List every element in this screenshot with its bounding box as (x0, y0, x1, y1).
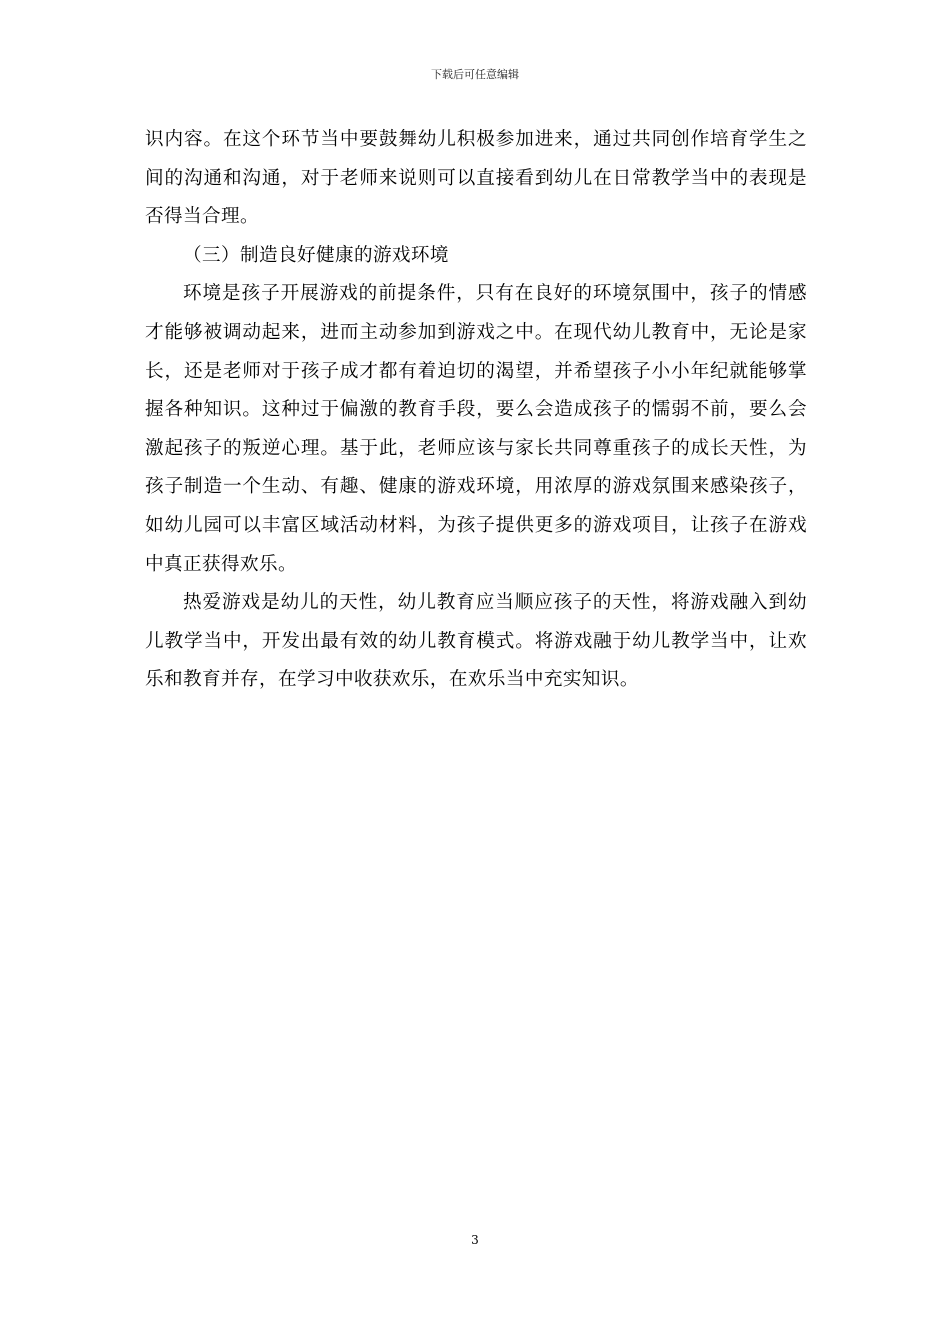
page-number: 3 (471, 1233, 479, 1247)
document-body (145, 121, 807, 700)
page-header: 下载后可任意编辑 (431, 68, 519, 81)
section-heading: （三）制造良好健康的游戏环境 (183, 244, 449, 266)
paragraph-continuation: 识内容。在这个环节当中要鼓舞幼儿积极参加进来，通过共同创作培育学生之间的沟通和沟通，对于老师来说则可以直接看到幼儿在日常教学当中的表现是否得当合理。 (145, 129, 807, 228)
paragraph-environment: 环境是孩子开展游戏的前提条件，只有在良好的环境氛围中，孩子的情感才能够被调动起来，进而主动参加到游戏之中。在现代幼儿教育中，无论是家长，还是老师对于孩子成才都有着迫切的渴望，并希望孩子小小年纪就能够掌握各种知识。这种过于偏激的教育手段，要么会造成孩子的懦弱不前，要么会激起孩子的叛逆心理。基于此，老师应该与家长共同尊重孩子的成长天性，为孩子制造一个生动、有趣、健康的游戏环境，用浓厚的游戏氛围来感染孩子，如幼儿园可以丰富区域活动材料，为孩子提供更多的游戏项目，让孩子在游戏中真正获得欢乐。 (145, 283, 807, 575)
paragraph-conclusion: 热爱游戏是幼儿的天性，幼儿教育应当顺应孩子的天性，将游戏融入到幼儿教学当中，开发出最有效的幼儿教育模式。将游戏融于幼儿教学当中，让欢乐和教育并存，在学习中收获欢乐，在欢乐当中充实知识。 (145, 592, 807, 691)
